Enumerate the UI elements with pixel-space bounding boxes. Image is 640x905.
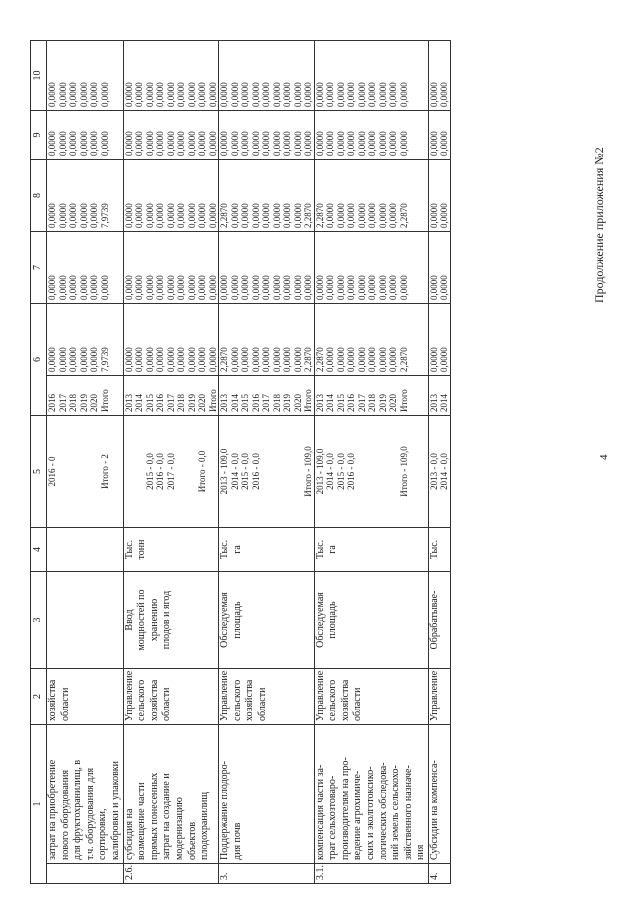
regional-funding: 2,2870 0,0000 0,0000 0,0000 0,0000 0,0000 0,0000 0,0000 2,2870 (219, 160, 315, 232)
local-funding: 0,0000 0,0000 0,0000 0,0000 0,0000 0,0000 0,0000 0,0000 0,0000 (219, 111, 315, 160)
indicator (47, 572, 124, 669)
col-header-8: 8 (31, 160, 47, 232)
plan-values: 2013 - 109,0 2014 - 0,0 2015 - 0,0 2016 - 0,0 Итого - 109,0 (314, 416, 428, 528)
row-number: 3. (219, 864, 315, 884)
years: 2016 2017 2018 2019 2020 Итого (47, 376, 124, 416)
executor: Управление сельского хозяйства области (219, 669, 315, 725)
row-number: 3.1. (314, 864, 428, 884)
col-header-1: 1 (31, 725, 47, 884)
total-funding: 0,0000 0,0000 0,0000 0,0000 0,0000 7,9739 (47, 304, 124, 376)
indicator: Обрабатывае- (428, 572, 450, 669)
total-funding: 2,2870 0,0000 0,0000 0,0000 0,0000 0,0000 0,0000 0,0000 2,2870 (314, 304, 428, 376)
table-row (47, 41, 124, 884)
executor: Управление (428, 669, 450, 725)
local-funding: 0,0000 0,0000 0,0000 0,0000 0,0000 0,0000 0,0000 0,0000 0,0000 (123, 111, 219, 160)
page-number: 4 (598, 454, 610, 460)
local-funding: 0,0000 0,0000 0,0000 0,0000 0,0000 0,0000 0,0000 0,0000 0,0000 (314, 111, 428, 160)
indicator: Ввод мощностей по хранению плодов и ягод (123, 572, 219, 669)
local-funding: 0,0000 0,0000 0,0000 0,0000 0,0000 0,0000 (47, 111, 124, 160)
local-funding: 0,0000 0,0000 (428, 111, 450, 160)
total-funding: 0,0000 0,0000 (428, 304, 450, 376)
unit (47, 528, 124, 572)
federal-funding: 0,0000 0,0000 (428, 232, 450, 304)
plan-values: 2013 - 109,0 2014 - 0,0 2015 - 0,0 2016 - 0,0 Итого - 109,0 (219, 416, 315, 528)
row-number: 2.6. (123, 864, 219, 884)
federal-funding: 0,0000 0,0000 0,0000 0,0000 0,0000 0,0000 0,0000 0,0000 0,0000 (314, 232, 428, 304)
other-funding: 0,0000 0,0000 0,0000 0,0000 0,0000 0,0000 (47, 41, 124, 111)
federal-funding: 0,0000 0,0000 0,0000 0,0000 0,0000 0,0000 0,0000 0,0000 0,0000 (219, 232, 315, 304)
years: 2013 2014 2015 2016 2017 2018 2019 2020 Итого (123, 376, 219, 416)
federal-funding: 0,0000 0,0000 0,0000 0,0000 0,0000 0,0000 0,0000 0,0000 0,0000 (123, 232, 219, 304)
regional-funding: 0,0000 0,0000 0,0000 0,0000 0,0000 7,9739 (47, 160, 124, 232)
other-funding: 0,0000 0,0000 0,0000 0,0000 0,0000 0,0000 0,0000 0,0000 0,0000 (219, 41, 315, 111)
years: 2013 2014 (428, 376, 450, 416)
col-header-7: 7 (31, 232, 47, 304)
table-row (428, 41, 450, 884)
regional-funding: 0,0000 0,0000 0,0000 0,0000 0,0000 0,0000 0,0000 0,0000 0,0000 (123, 160, 219, 232)
measure-name: затрат на приобретение нового оборудования для фруктохранилищ, в т.ч. оборудования для сортировки, калибровки и упаковки (47, 725, 124, 864)
measure-name: компенсация части за- трат сельхозтоваро- производителям на про- ведение агрохимиче- ских и эколготоксико- логических обследова- ний земель сельскохо- зяйственного назначе- ния (314, 725, 428, 864)
total-funding: 2,2870 0,0000 0,0000 0,0000 0,0000 0,0000 0,0000 0,0000 2,2870 (219, 304, 315, 376)
plan-values: 2016 - 0 Итого - 2 (47, 416, 124, 528)
other-funding: 0,0000 0,0000 (428, 41, 450, 111)
plan-values: 2013 - 0,0 2014 - 0,0 (428, 416, 450, 528)
col-header-3: 3 (31, 572, 47, 669)
table-row (123, 41, 219, 884)
col-header-10: 10 (31, 41, 47, 111)
regional-funding: 2,2870 0,0000 0,0000 0,0000 0,0000 0,0000 0,0000 0,0000 2,2870 (314, 160, 428, 232)
other-funding: 0,0000 0,0000 0,0000 0,0000 0,0000 0,0000 0,0000 0,0000 0,0000 (123, 41, 219, 111)
other-funding: 0,0000 0,0000 0,0000 0,0000 0,0000 0,0000 0,0000 0,0000 0,0000 (314, 41, 428, 111)
header-row (31, 41, 47, 884)
table-row (219, 41, 315, 884)
regional-funding: 0,0000 0,0000 (428, 160, 450, 232)
indicator: Обследуемая площадь (219, 572, 315, 669)
program-table (30, 40, 451, 884)
table-row (314, 41, 428, 884)
unit: Тыс. га (314, 528, 428, 572)
row-number: 4. (428, 864, 450, 884)
unit: Тыс. (428, 528, 450, 572)
col-header-9: 9 (31, 111, 47, 160)
federal-funding: 0,0000 0,0000 0,0000 0,0000 0,0000 0,0000 (47, 232, 124, 304)
executor: Управление сельского хозяйства области (123, 669, 219, 725)
col-header-2: 2 (31, 669, 47, 725)
col-header-4: 4 (31, 528, 47, 572)
measure-name: Поддержание плодоро- дия почв (219, 725, 315, 864)
col-header-5: 5 (31, 416, 47, 528)
executor: Управление сельского хозяйства области (314, 669, 428, 725)
executor: хозяйства области (47, 669, 124, 725)
years: 2013 2014 2015 2016 2017 2018 2019 2020 Итого (219, 376, 315, 416)
continuation-title: Продолжение приложения №2 (592, 147, 606, 303)
indicator: Обследуемая площадь (314, 572, 428, 669)
years: 2013 2014 2015 2016 2017 2018 2019 2020 Итого (314, 376, 428, 416)
col-header-6: 6 (31, 304, 47, 416)
row-number (47, 864, 124, 884)
measure-name: субсидия на возмещение части прямых понесенных затрат на создание и модернизацию объектов плодохранилищ (123, 725, 219, 864)
unit: Тыс. тонн (123, 528, 219, 572)
unit: Тыс. га (219, 528, 315, 572)
measure-name: Субсидии на компенса- (428, 725, 450, 864)
total-funding: 0,0000 0,0000 0,0000 0,0000 0,0000 0,0000 0,0000 0,0000 0,0000 (123, 304, 219, 376)
plan-values: 2015 - 0,0 2016 - 0,0 2017 - 0,0 Итого - 0,0 (123, 416, 219, 528)
